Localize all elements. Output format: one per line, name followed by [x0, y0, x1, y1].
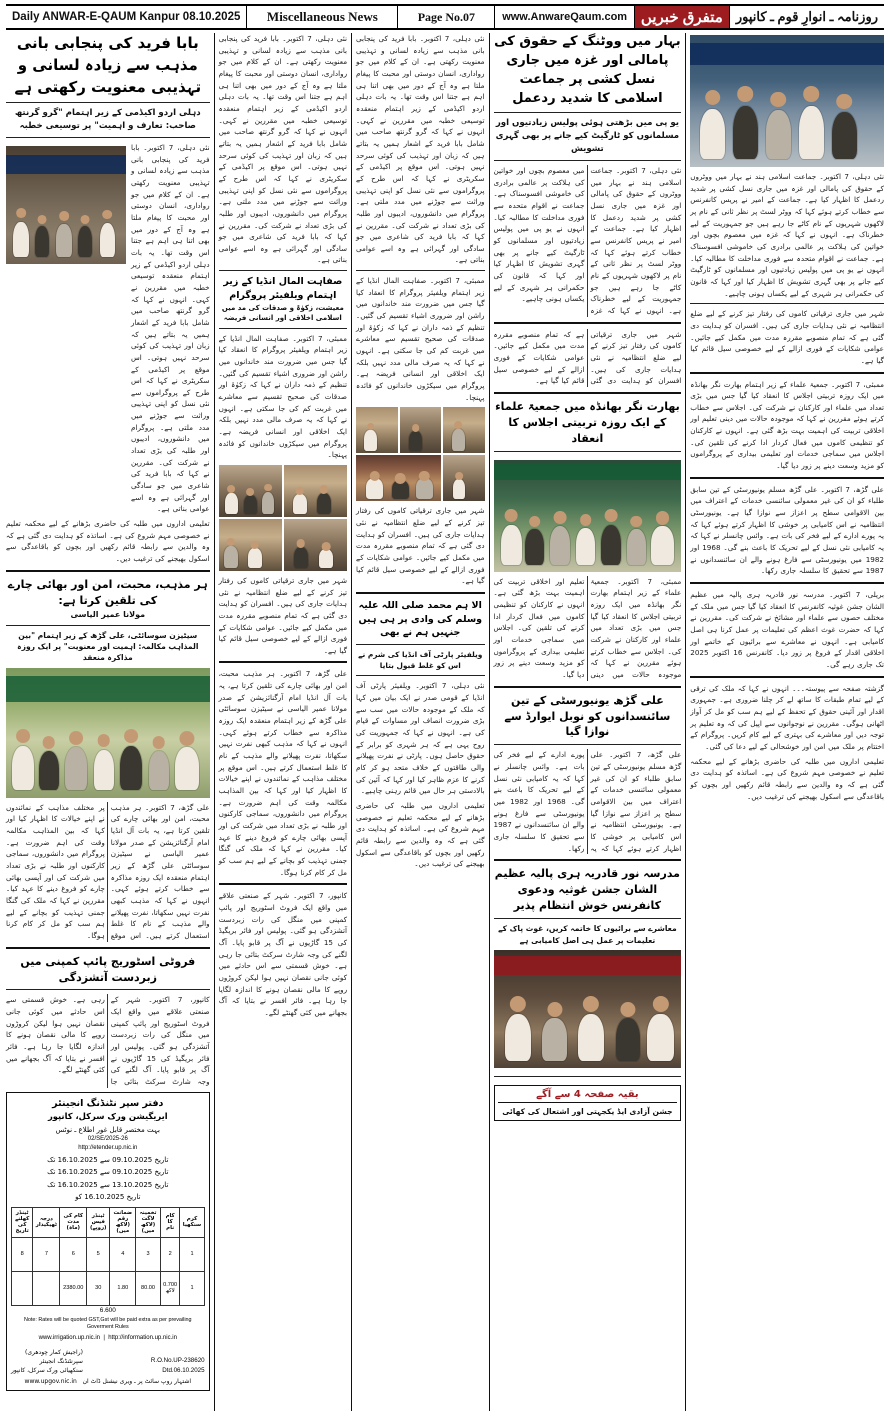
tender-ro-date: Dtd.06.10.2025 — [162, 1366, 205, 1374]
column-3 — [356, 33, 484, 1411]
tender-web-1[interactable]: www.irrigation.up.nic.in — [38, 1335, 100, 1342]
tender-ro-number: R.O.No.UP-238620 — [150, 1357, 205, 1365]
masthead-website[interactable]: www.AnwareQaum.com — [502, 11, 628, 23]
photo-welfare-1 — [219, 465, 282, 517]
col-num-2: 2 — [160, 1237, 180, 1271]
table-row — [12, 1271, 205, 1305]
article-sub-welfare: معیشت، زکوٰۃ و صدقات کی مد میں اسلامی اخلاقی اور انسانی فریضہ — [221, 303, 344, 323]
article-headline-fire: فروٹی اسٹوریج پائپ کمپنی میں زبردست آتشزدگی — [20, 954, 196, 984]
article-byline-interfaith: سیٹیزن سوسائٹی، علی گڑھ کے زیر اہتمام "بین المذاہب مکالمہ: اہمیت اور معنویت" پر ایک روزہ مذاکرہ منعقد — [17, 630, 199, 663]
table-number-row — [12, 1237, 205, 1271]
article-headline-welfare: صفاہت المال انڈیا کے زیر اہتمام ویلفیئر پروگرام — [223, 276, 343, 301]
column-divider — [214, 33, 215, 1411]
col-num-7: 7 — [33, 1237, 60, 1271]
tender-line-3: تاریخ 13.10.2025 سے 16.10.2025 تک — [47, 1180, 169, 1189]
tender-signatory-title: سپرنٹنڈنگ انجینئر — [39, 1357, 83, 1365]
photo-jamiat-meeting — [494, 460, 682, 572]
cell-1: 1 — [180, 1271, 204, 1305]
masthead-title: Daily ANWAR-E-QAUM Kanpur 08.10.2025 — [12, 11, 241, 23]
tender-office-title: دفتر سپر نٹنڈنگ انجینئر — [52, 1097, 164, 1109]
cell-6: 2380.00 — [60, 1271, 87, 1305]
cell-8 — [12, 1271, 33, 1305]
tender-line-4: تاریخ 16.10.2025 کو — [75, 1193, 141, 1202]
photo-jih-press-conference — [690, 35, 884, 167]
article-sub-jih: یو پی میں بڑھتی ہوئی پولیس زیادتیوں اور مسلمانوں کو ٹارگیٹ کیے جانے پر بھی گہری تشویش — [495, 118, 680, 155]
article-body-jamiat: ممبئی، 7 اکتوبر۔ جمعیۃ علماء کے زیر اہتمام بھارت نگر بھانڈہ میں ایک روزہ تربیتی اجلاس کا انعقاد کیا گیا جس میں بڑی تعداد میں علماء اور کارکنان نے شرکت کی۔ اجلاس سے خطاب کرتے ہوئے مقررین نے کہا کہ موجودہ حالات میں دینی تعلیم اور اخلاقی تربیت کی اہمیت بہت بڑھ گئی ہے۔ انہوں نے کارکنان کو تنظیمی کاموں میں فعال کردار ادا کرنے کی تلقین کی۔ اجلاس میں سماجی خدمات اور تعلیمی بیداری کے پروگراموں کو مزید وسعت دینے پر زور دیا گیا۔ — [493, 576, 682, 679]
tender-web-3[interactable]: www.upgov.nic.in — [24, 1377, 77, 1385]
article-body-jih-right: نئی دہلی، 7 اکتوبر۔ جماعت اسلامی ہند نے بہار میں ووٹروں کے حقوق کی پامالی اور غزہ میں جاری نسل کشی پر شدید ردعمل کا اظہار کیا ہے۔ جماعت کے امیر نے پریس کانفرنس سے خطاب کرتے ہوئے کہا کہ ووٹر لسٹ پر نظر ثانی کے نام پر لاکھوں شہریوں کے نام کاٹے جا رہے ہیں جو جمہوریت کے لیے خطرناک ہے۔ انہوں نے کہا کہ غزہ میں معصوم بچوں اور خواتین کی ہلاکت پر عالمی برادری کی خاموشی افسوسناک ہے۔ جماعت نے اقوام متحدہ سے فوری مداخلت کا مطالبہ کیا۔ انہوں نے یو پی میں پولیس زیادتیوں اور مسلمانوں کو ٹارگیٹ کیے جانے پر بھی گہری تشویش کا اظہار کیا اور کہا کہ قانون کی حکمرانی ہر شہری کے لیے یکساں ہونی چاہیے۔ — [690, 172, 884, 298]
article-body-baba-farid-d: نئی دہلی، 7 اکتوبر۔ بابا فرید کی پنجابی بانی مذہب سے زیادہ لسانی و تہذیبی معنویت رکھتی ہے۔ ان کے کلام میں جو رواداری، انسان دوستی اور محبت کا پیغام ملتا ہے وہ آج کے دور میں بھی اتنا ہی اہم ہے جتنا اس وقت تھا۔ یہ بات دہلی اردو اکیڈمی کے زیر اہتمام منعقدہ توسیعی خطبہ میں مقررین نے کہی۔ انہوں نے کہا کہ گرو گرنتھ صاحب میں شامل بابا فرید کے اشعار ہمیں یہ بتاتے ہیں کہ زبان اور تہذیب کی کوئی سرحد نہیں ہوتی۔ اس موقع پر اکیڈمی کے سکریٹری نے کہا کہ اس طرح کے پروگراموں سے نئی نسل کو اپنی تہذیبی وراثت سے جوڑنے میں مدد ملتی ہے۔ پروگرام میں دانشوروں، ادیبوں اور طلبہ کی بڑی تعداد نے شرکت کی۔ مقررین نے کہا کہ بابا فرید کی شاعری میں جو سادگی اور گہرائی ہے وہ اسے عوامی بناتی ہے۔ — [356, 34, 485, 265]
photo-distribution-1 — [356, 407, 397, 453]
article-body-jih: نئی دہلی، 7 اکتوبر۔ جماعت اسلامی ہند نے بہار میں ووٹروں کے حقوق کی پامالی اور غزہ میں جاری نسل کشی پر شدید ردعمل کا اظہار کیا ہے۔ جماعت کے امیر نے پریس کانفرنس سے خطاب کرتے ہوئے کہا کہ ووٹر لسٹ پر نظر ثانی کے نام پر لاکھوں شہریوں کے نام کاٹے جا رہے ہیں جو جمہوریت کے لیے خطرناک ہے۔ انہوں نے کہا کہ غزہ میں معصوم بچوں اور خواتین کی ہلاکت پر عالمی برادری کی خاموشی افسوسناک ہے۔ جماعت نے اقوام متحدہ سے فوری مداخلت کا مطالبہ کیا۔ انہوں نے یو پی میں پولیس زیادتیوں اور مسلمانوں کو ٹارگیٹ کیے جانے پر بھی گہری تشویش کا اظہار کیا اور کہا کہ قانون کی حکمرانی ہر شہری کے لیے یکساں ہونی چاہیے۔ — [493, 166, 682, 315]
tender-advertisement: دفتر سپر نٹنڈنگ انجینئر ایریگیشن ورک سرکل، کانپور بہت مختصر قابل غور اطلاع ـ نوٹس 02/SE/2025-26 http://etender.up.nic.in تاریخ 09.10.2025 سے 16.10.2025 تک تاریخ 09.10.2025 سے 16.10.2025 تک تاریخ 13.10.2025 سے 16.10.2025 تک تاریخ 16.10.2025 کو ٹینڈر کھلنے کی تاریخ درجہ ٹھیکیدار کام کی مدت (ماہ) ٹینڈر فیس (روپے) ضمانت رقم (لاکھ میں) تخمینہ لاگت (لاکھ میں) کام کا نام کرم سنکھیا 8 7 6 5 4 3 2 1 2380.00 30 1.80 80.00 0.700 لاکھ 1 6.600 Note: Rates will be quoted GST,Gst will be paid extra as per prevailing Goverment Rules www.irrigation.up.nic.in | http://information.up.nic.in R.O.No.UP-238620 Dtd.06.10.2025 (راجیش کمار چودھری) سپرنٹنڈنگ انجینئر سنکھیائی ورک سرکل، کانپور اشتہار روپ سائٹ پر ـ ویری نیشنل ڈاٹ ان www.upgov.nic.in — [6, 1092, 210, 1391]
tender-signatory-office: سنکھیائی ورک سرکل، کانپور — [11, 1366, 83, 1374]
photo-distribution-4 — [356, 455, 441, 501]
masthead-page-no: Page No.07 — [417, 9, 476, 24]
article-body-interfaith: علی گڑھ، 7 اکتوبر۔ ہر مذہب محبت، امن اور بھائی چارے کی تلقین کرتا ہے، یہ بات آل انڈیا امام آرگنائزیشن کے صدر مولانا عمیر الیاسی نے سیٹیزن سوسائٹی علی گڑھ کے زیر اہتمام منعقدہ ایک روزہ مذاکرہ سے خطاب کرتے ہوئے کہی۔ انہوں نے کہا کہ مذہب کبھی نفرت نہیں سکھاتا، نفرت پھیلانے والے مذہب کے نام کا غلط استعمال کرتے ہیں۔ اس موقع پر مختلف مذاہب کے نمائندوں نے اپنے خیالات کا اظہار کیا اور کہا کہ بین المذاہب مکالمہ وقت کی اہم ضرورت ہے۔ پروگرام میں دانشوروں، سماجی کارکنوں اور طلبہ نے بڑی تعداد میں شرکت کی اور آپسی بھائی چارے کو فروغ دینے کا عہد کیا۔ مقررین نے کہا کہ ملک کی گنگا جمنی تہذیب کو بچانے کے لیے ہم سب کو مل کر کام کرنا ہوگا۔ — [6, 802, 210, 940]
masthead-urdu-title: روزنامہ ـ انوارِ قوم ـ کانپور — [735, 9, 878, 24]
col-num-5: 5 — [87, 1237, 110, 1271]
masthead-urdu-section: متفرق خبریں — [635, 6, 729, 28]
article-body-jih-right-2: شہر میں جاری ترقیاتی کاموں کی رفتار تیز کرنے کے لیے ضلع انتظامیہ نے نئی ہدایات جاری کی ہیں۔ افسران کو ہدایت دی گئی ہے کہ تمام منصوبے مقررہ مدت میں مکمل کیے جائیں۔ عوامی شکایات کے فوری ازالے کے لیے خصوصی سیل قائم کیا گیا ہے۔ — [690, 309, 884, 365]
photo-welfare-2 — [284, 465, 347, 517]
article-headline-jamiat: بھارت نگر بھانڈہ میں جمعیۃ علماء کے ایک روزہ تربیتی اجلاس کا انعقاد — [495, 399, 680, 445]
column-divider — [685, 33, 686, 1411]
tender-web-2[interactable]: http://information.up.nic.in — [108, 1335, 177, 1342]
tender-notice-line: بہت مختصر قابل غور اطلاع ـ نوٹس — [55, 1125, 160, 1134]
article-body-fire-2: کانپور، 7 اکتوبر۔ شہر کے صنعتی علاقے میں واقع ایک فروٹ اسٹوریج اور پائپ کمپنی میں منگل کی رات زبردست آتشزدگی ہو گئی۔ پولیس اور فائر بریگیڈ کی 15 گاڑیوں نے آگ پر قابو پایا۔ آگ لگنے کی وجہ شارٹ سرکٹ بتائی جا رہی ہے۔ خوش قسمتی سے اس حادثے میں کوئی جانی نقصان نہیں ہوا لیکن کروڑوں روپے کا مالی نقصان ہونے کا اندازہ لگایا جا رہا ہے۔ فائر افسر نے بتایا کہ آگ بجھانے میں کئی گھنٹے لگے۔ — [218, 891, 348, 1017]
article-body-baba-farid-c: نئی دہلی، 7 اکتوبر۔ بابا فرید کی پنجابی بانی مذہب سے زیادہ لسانی و تہذیبی معنویت رکھتی ہے۔ ان کے کلام میں جو رواداری، انسان دوستی اور محبت کا پیغام ملتا ہے وہ آج کے دور میں بھی اتنا ہی اہم ہے جتنا اس وقت تھا۔ یہ بات دہلی اردو اکیڈمی کے زیر اہتمام منعقدہ توسیعی خطبہ میں مقررین نے کہی۔ انہوں نے کہا کہ گرو گرنتھ صاحب میں شامل بابا فرید کے اشعار ہمیں یہ بتاتے ہیں کہ زبان اور تہذیب کی کوئی سرحد نہیں ہوتی۔ اس موقع پر اکیڈمی کے سکریٹری نے کہا کہ اس طرح کے پروگراموں سے نئی نسل کو اپنی تہذیبی وراثت سے جوڑنے میں مدد ملتی ہے۔ پروگرام میں دانشوروں، ادیبوں اور طلبہ کی بڑی تعداد نے شرکت کی۔ مقررین نے کہا کہ بابا فرید کی شاعری میں جو سادگی اور گہرائی ہے وہ اسے عوامی بناتی ہے۔ — [218, 34, 348, 265]
article-body-continuation: گزشتہ صفحہ سے پیوستہ۔۔۔ انہوں نے کہا کہ ملک کی ترقی کے لیے تمام طبقات کا ساتھ لے کر چلنا ضروری ہے۔ جمہوری اقدار اور آئینی حقوق کے تحفظ کے لیے ہم سب کو مل کر آواز اٹھانی ہوگی۔ مقررین نے نوجوانوں سے اپیل کی کہ وہ تعلیم پر توجہ دیں اور معاشرے کی بہتری کے لیے کام کریں۔ پروگرام کے اختتام پر ملک میں امن اور خوشحالی کے لیے دعا کی گئی۔ — [690, 683, 884, 751]
col-num-4: 4 — [110, 1237, 136, 1271]
tender-line-2: تاریخ 09.10.2025 سے 16.10.2025 تک — [47, 1168, 169, 1177]
tender-ref: 02/SE/2025-26 — [87, 1136, 128, 1143]
photo-collage-distribution — [356, 407, 484, 501]
column-divider — [489, 33, 490, 1411]
photo-distribution-2 — [400, 407, 441, 453]
photo-collage-welfare — [219, 465, 347, 571]
tender-table — [11, 1207, 205, 1306]
content-grid — [6, 33, 884, 1411]
th-2: کام کا نام — [160, 1207, 180, 1237]
cell-2: 0.700 لاکھ — [160, 1271, 180, 1305]
masthead — [6, 4, 884, 30]
article-body-baba-farid-a: نئی دہلی، 7 اکتوبر۔ بابا فرید کی پنجابی بانی مذہب سے زیادہ لسانی و تہذیبی معنویت رکھتی ہے۔ ان کے کلام میں جو رواداری، انسان دوستی اور محبت کا پیغام ملتا ہے وہ آج کے دور میں بھی اتنا ہی اہم ہے جتنا اس وقت تھا۔ یہ بات دہلی اردو اکیڈمی کے زیر اہتمام منعقدہ توسیعی خطبہ میں مقررین نے کہی۔ انہوں نے کہا کہ گرو گرنتھ صاحب میں شامل بابا فرید کے اشعار ہمیں یہ بتاتے ہیں کہ زبان اور تہذیب کی کوئی سرحد نہیں ہوتی۔ اس موقع پر اکیڈمی کے سکریٹری نے کہا کہ اس طرح کے پروگراموں سے نئی نسل کو اپنی تہذیبی وراثت سے جوڑنے میں مدد ملتی ہے۔ پروگرام میں دانشوروں، ادیبوں اور طلبہ کی بڑی تعداد نے شرکت کی۔ مقررین نے کہا کہ بابا فرید کی شاعری میں جو سادگی اور گہرائی ہے وہ اسے عوامی بناتی ہے۔ — [131, 143, 210, 514]
cell-5: 30 — [87, 1271, 110, 1305]
tender-note: Note: Rates will be quoted GST,Gst will be paid extra as per prevailing Goverment Rules — [24, 1316, 192, 1331]
article-author-interfaith: مولانا عمیر الیاسی — [70, 609, 146, 619]
article-body-amu-right: علی گڑھ، 7 اکتوبر۔ علی گڑھ مسلم یونیورسٹی کے تین سابق طلباء کو ان کی غیر معمولی سائنسی خدمات کے اعتراف میں بین الاقوامی سطح پر اعزاز سے نوازا گیا ہے۔ یونیورسٹی انتظامیہ نے اس کامیابی پر خوشی کا اظہار کرتے ہوئے کہا کہ یہ پورے ادارے کے لیے فخر کی بات ہے۔ وائس چانسلر نے کہا کہ یہ کامیابی نئی نسل کے لیے تحریک کا باعث بنے گی۔ 1968 اور 1982 میں یونیورسٹی سے فارغ ہونے والے ان سائنسدانوں نے 1987 سے تحقیق کا سلسلہ جاری رکھا۔ — [690, 484, 884, 576]
cell-4: 1.80 — [110, 1271, 136, 1305]
continuation-title: بقیہ صفحہ 4 سے آگے — [498, 1089, 678, 1103]
photo-welfare-3 — [219, 519, 282, 571]
col-num-6: 6 — [60, 1237, 87, 1271]
th-3: تخمینہ لاگت (لاکھ میں) — [136, 1207, 161, 1237]
continuation-sub: جشن آزادی ایڈ یکجہتی اور اشتعال کی کھائی — [502, 1106, 673, 1116]
photo-distribution-3 — [443, 407, 484, 453]
article-body-welfare-party-2: تعلیمی اداروں میں طلبہ کی حاضری بڑھانے کے لیے محکمہ تعلیم نے خصوصی مہم شروع کی ہے۔ اساتذہ کو ہدایت دی گئی ہے کہ وہ والدین سے رابطہ قائم رکھیں اور بچوں کو باقاعدگی سے اسکول بھیجنے کی ترغیب دیں۔ — [356, 801, 485, 869]
column-4 — [494, 33, 682, 1411]
article-sub-ghausia: معاشرے سے برائیوں کا خاتمہ کریں، غوث پاک کے تعلیمات پر عمل ہی اصل کامیابی ہے — [498, 924, 677, 945]
article-body-welfare-2: شہر میں جاری ترقیاتی کاموں کی رفتار تیز کرنے کے لیے ضلع انتظامیہ نے نئی ہدایات جاری کی ہیں۔ افسران کو ہدایت دی گئی ہے کہ تمام منصوبے مقررہ مدت میں مکمل کیے جائیں۔ عوامی شکایات کے فوری ازالے کے لیے خصوصی سیل قائم کیا گیا ہے۔ — [218, 575, 348, 655]
column-1 — [6, 33, 210, 1411]
article-body-interfaith-2: علی گڑھ، 7 اکتوبر۔ ہر مذہب محبت، امن اور بھائی چارے کی تلقین کرتا ہے، یہ بات آل انڈیا امام آرگنائزیشن کے صدر مولانا عمیر الیاسی نے سیٹیزن سوسائٹی علی گڑھ کے زیر اہتمام منعقدہ ایک روزہ مذاکرہ سے خطاب کرتے ہوئے کہی۔ انہوں نے کہا کہ مذہب کبھی نفرت نہیں سکھاتا، نفرت پھیلانے والے مذہب کے نام کا غلط استعمال کرتے ہیں۔ اس موقع پر مختلف مذاہب کے نمائندوں نے اپنے خیالات کا اظہار کیا اور کہا کہ بین المذاہب مکالمہ وقت کی اہم ضرورت ہے۔ پروگرام میں دانشوروں، سماجی کارکنوں اور طلبہ نے بڑی تعداد میں شرکت کی اور آپسی بھائی چارے کو فروغ دینے کا عہد کیا۔ مقررین نے کہا کہ ملک کی گنگا جمنی تہذیب کو بچانے کے لیے ہم سب کو مل کر کام کرنا ہوگا۔ — [218, 669, 348, 877]
tender-website-note[interactable]: http://etender.up.nic.in — [78, 1144, 138, 1151]
article-headline-amu: علی گڑھ یونیورسٹی کے تین سائنسدانوں کو نوبل ایوارڈ سے نوازا گیا — [504, 693, 671, 739]
col-num-8: 8 — [12, 1237, 33, 1271]
article-body-jamiat-right: ممبئی، 7 اکتوبر۔ جمعیۃ علماء کے زیر اہتمام بھارت نگر بھانڈہ میں ایک روزہ تربیتی اجلاس کا انعقاد کیا گیا جس میں بڑی تعداد میں علماء اور کارکنان نے شرکت کی۔ اجلاس سے خطاب کرتے ہوئے مقررین نے کہا کہ موجودہ حالات میں دینی تعلیم اور اخلاقی تربیت کی اہمیت بہت بڑھ گئی ہے۔ انہوں نے کارکنان کو تنظیمی کاموں میں فعال کردار ادا کرنے کی تلقین کی۔ اجلاس میں سماجی خدمات اور تعلیمی بیداری کے پروگراموں کو مزید وسعت دینے پر زور دیا گیا۔ — [690, 379, 884, 471]
article-body-amu: علی گڑھ، 7 اکتوبر۔ علی گڑھ مسلم یونیورسٹی کے تین سابق طلباء کو ان کی غیر معمولی سائنسی خدمات کے اعتراف میں بین الاقوامی سطح پر اعزاز سے نوازا گیا ہے۔ یونیورسٹی انتظامیہ نے اس کامیابی پر خوشی کا اظہار کرتے ہوئے کہا کہ یہ پورے ادارے کے لیے فخر کی بات ہے۔ وائس چانسلر نے کہا کہ یہ کامیابی نئی نسل کے لیے تحریک کا باعث بنے گی۔ 1968 اور 1982 میں یونیورسٹی سے فارغ ہونے والے ان سائنسدانوں نے 1987 سے تحقیق کا سلسلہ جاری رکھا۔ — [493, 750, 682, 853]
column-divider — [351, 33, 352, 1411]
th-7: درجہ ٹھیکیدار — [33, 1207, 60, 1237]
col-num-3: 3 — [136, 1237, 161, 1271]
tender-signatory-name: (راجیش کمار چودھری) — [25, 1348, 83, 1356]
th-6: کام کی مدت (ماہ) — [60, 1207, 87, 1237]
photo-urdu-academy — [6, 146, 126, 264]
article-body-welfare-party: نئی دہلی، 7 اکتوبر۔ ویلفیئر پارٹی آف انڈیا کے قومی صدر نے ایک بیان میں کہا کہ ملک کے موجودہ حالات میں سب سے بڑی ضرورت انصاف اور مساوات کے قیام کی ہے۔ انہوں نے کہا کہ جمہوریت کی روح یہی ہے کہ ہر شہری کو برابر کے حقوق حاصل ہوں۔ پارٹی نے نفرت پھیلانے والی طاقتوں کے خلاف متحد ہو کر کام کرنے کا عزم ظاہر کیا اور کہا کہ آئین کی بالادستی ہر حال میں قائم رہنی چاہیے۔ — [356, 681, 485, 796]
tender-line-1: تاریخ 09.10.2025 سے 16.10.2025 تک — [47, 1155, 169, 1164]
column-5 — [690, 33, 884, 1411]
th-1: کرم سنکھیا — [180, 1207, 204, 1237]
article-headline-ghausia: مدرسہ نور قادریہ ہری پالیہ عظیم الشان جشن غوثیہ ودعوی کانفرنس خوش انتظام پذیر — [494, 867, 680, 913]
tender-office-sub: ایریگیشن ورک سرکل، کانپور — [47, 1111, 168, 1122]
article-headline-jih: بہار میں ووٹنگ کے حقوق کی پامالی اور غزہ میں جاری نسل کشی پر جماعت اسلامی کا شدید ردعمل — [494, 34, 681, 106]
article-headline-interfaith: ہر مذہب، محبت، امن اور بھائی چارے کی تلقین کرتا ہے: — [7, 577, 208, 607]
photo-interfaith-dialogue — [6, 668, 210, 798]
cell-7 — [33, 1271, 60, 1305]
article-body-baba-farid-b: تعلیمی اداروں میں طلبہ کی حاضری بڑھانے کے لیے محکمہ تعلیم نے خصوصی مہم شروع کی ہے۔ اساتذہ کو ہدایت دی گئی ہے کہ وہ والدین سے رابطہ قائم رکھیں اور بچوں کو باقاعدگی سے اسکول بھیجنے کی ترغیب دیں۔ — [6, 519, 210, 563]
th-5: ٹینڈر فیس (روپے) — [87, 1207, 110, 1237]
article-body-welfare-3: ممبئی، 7 اکتوبر۔ صفاہت المال انڈیا کے زیر اہتمام ویلفیئر پروگرام کا انعقاد کیا گیا جس میں ضرورت مند خاندانوں میں راشن اور ضروری اشیاء تقسیم کی گئیں۔ تنظیم کے ذمہ داران نے کہا کہ زکوٰۃ اور صدقات کی صحیح تقسیم سے معاشرے میں غربت کم کی جا سکتی ہے۔ انہوں نے کہا کہ یہ صرف مالی مدد نہیں بلکہ ایک اخلاقی اور انسانی فریضہ ہے۔ پروگرام میں سیکڑوں خاندانوں کو فائدہ پہنچا۔ — [356, 276, 485, 402]
photo-welfare-4 — [284, 519, 347, 571]
th-4: ضمانت رقم (لاکھ میں) — [110, 1207, 136, 1237]
photo-ghausia-conference — [494, 950, 682, 1068]
continuation-box — [494, 1085, 682, 1121]
article-headline-welfare-party: الا ہم محمد صلی اللہ علیہ وسلم کی وادی پر ہی ہیں جنہیں ہم نے بھی — [358, 599, 483, 639]
article-body-welfare-4: شہر میں جاری ترقیاتی کاموں کی رفتار تیز کرنے کے لیے ضلع انتظامیہ نے نئی ہدایات جاری کی ہیں۔ افسران کو ہدایت دی گئی ہے کہ تمام منصوبے مقررہ مدت میں مکمل کیے جائیں۔ عوامی شکایات کے فوری ازالے کے لیے خصوصی سیل قائم کیا گیا ہے۔ — [356, 506, 485, 586]
article-body-fire: کانپور، 7 اکتوبر۔ شہر کے صنعتی علاقے میں واقع ایک فروٹ اسٹوریج اور پائپ کمپنی میں منگل کی رات زبردست آتشزدگی ہو گئی۔ پولیس اور فائر بریگیڈ کی 15 گاڑیوں نے آگ پر قابو پایا۔ آگ لگنے کی وجہ شارٹ سرکٹ بتائی جا رہی ہے۔ خوش قسمتی سے اس حادثے میں کوئی جانی نقصان نہیں ہوا لیکن کروڑوں روپے کا مالی نقصان ہونے کا اندازہ لگایا جا رہا ہے۔ فائر افسر نے بتایا کہ آگ بجھانے میں کئی گھنٹے لگے۔ — [6, 995, 210, 1087]
col-num-1: 1 — [180, 1237, 204, 1271]
tender-row-extra: 6.600 — [99, 1306, 116, 1314]
th-8: ٹینڈر کھلنے کی تاریخ — [12, 1207, 33, 1237]
article-body-jih-2: شہر میں جاری ترقیاتی کاموں کی رفتار تیز کرنے کے لیے ضلع انتظامیہ نے نئی ہدایات جاری کی ہیں۔ افسران کو ہدایت دی گئی ہے کہ تمام منصوبے مقررہ مدت میں مکمل کیے جائیں۔ عوامی شکایات کے فوری ازالے کے لیے خصوصی سیل قائم کیا گیا ہے۔ — [493, 329, 682, 386]
tender-urdu-foot: اشتہار روپ سائٹ پر ـ ویری نیشنل ڈاٹ ان — [82, 1377, 192, 1385]
cell-3: 80.00 — [136, 1271, 161, 1305]
article-body-ghausia-right: بریلی، 7 اکتوبر۔ مدرسہ نور قادریہ ہری پالیہ میں عظیم الشان جشن غوثیہ کانفرنس کا انعقاد کیا گیا جس میں ملک کے مختلف حصوں سے علماء اور مشائخ نے شرکت کی۔ مقررین نے کہا کہ حضرت غوث اعظم کی تعلیمات پر عمل کرنا ہی اصل کامیابی ہے۔ انہوں نے معاشرے سے برائیوں کے خاتمے اور اخلاقی اقدار کے فروغ پر زور دیا۔ کانفرنس 16 اکتوبر 2025 تک جاری رہے گی۔ — [690, 590, 884, 669]
article-body-welfare: ممبئی، 7 اکتوبر۔ صفاہت المال انڈیا کے زیر اہتمام ویلفیئر پروگرام کا انعقاد کیا گیا جس میں ضرورت مند خاندانوں میں راشن اور ضروری اشیاء تقسیم کی گئیں۔ تنظیم کے ذمہ داران نے کہا کہ زکوٰۃ اور صدقات کی صحیح تقسیم سے معاشرے میں غربت کم کی جا سکتی ہے۔ انہوں نے کہا کہ یہ صرف مالی مدد نہیں بلکہ ایک اخلاقی اور انسانی فریضہ ہے۔ پروگرام میں سیکڑوں خاندانوں کو فائدہ پہنچا۔ — [218, 333, 348, 460]
article-subhead-baba-farid: دہلی اردو اکیڈمی کے زیر اہتمام "گرو گرنتھ صاحب: تعارف و اہمیت" پر توسیعی خطبہ — [14, 108, 201, 132]
article-headline-baba-farid: بابا فرید کی پنجابی بانی مذہب سے زیادہ لسانی و تہذیبی معنویت رکھتی ہے — [14, 34, 202, 96]
photo-distribution-5 — [443, 455, 484, 501]
masthead-section: Miscellaneous News — [266, 9, 378, 24]
table-header-row — [12, 1207, 205, 1237]
article-sub-welfare-party: ویلفیئر پارٹی آف انڈیا کی شرم نے اس کو غلط قبول بتایا — [358, 650, 483, 671]
column-2 — [219, 33, 347, 1411]
article-body-continuation-2: تعلیمی اداروں میں طلبہ کی حاضری بڑھانے کے لیے محکمہ تعلیم نے خصوصی مہم شروع کی ہے۔ اساتذہ کو ہدایت دی گئی ہے کہ وہ والدین سے رابطہ قائم رکھیں اور بچوں کو باقاعدگی سے اسکول بھیجنے کی ترغیب دیں۔ — [690, 756, 884, 801]
